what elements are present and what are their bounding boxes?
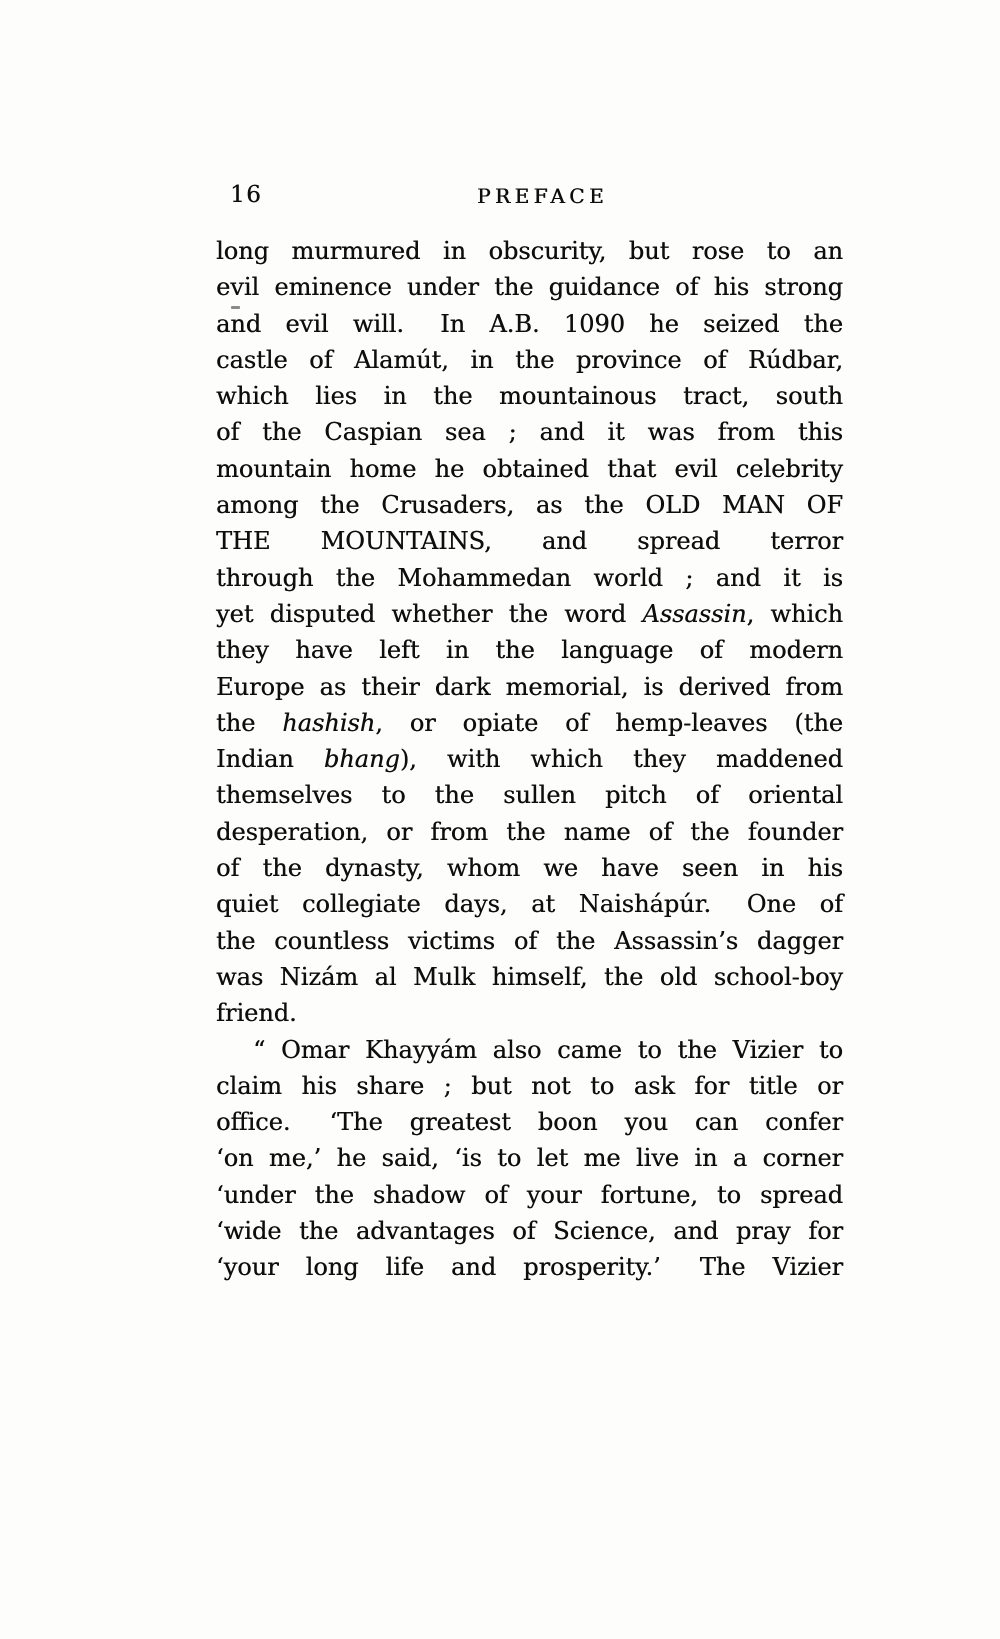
text-line xyxy=(216,995,843,1031)
text-segment: ‘on me,’ he said, ‘is to let me live in a corner xyxy=(216,1144,843,1173)
text-line xyxy=(216,814,843,850)
text-line xyxy=(216,414,843,450)
text-line xyxy=(216,523,843,559)
text-line xyxy=(216,1104,843,1140)
text-line xyxy=(216,705,843,741)
text-segment: long murmured in obscurity, but rose to an xyxy=(216,237,843,265)
text-segment: Indian xyxy=(216,745,324,774)
text-segment: yet disputed whether the word xyxy=(216,599,643,628)
text-line xyxy=(216,451,843,487)
text-segment: through the Mohammedan world ; and it is xyxy=(216,563,843,592)
text-segment: of the dynasty, whom we have seen in his xyxy=(216,854,843,883)
text-segment: of the Caspian sea ; and it was from this xyxy=(216,418,843,447)
text-segment: , which xyxy=(746,599,843,628)
scan-artifact-speck xyxy=(231,306,240,309)
italic-text: hashish xyxy=(282,708,376,737)
text-line xyxy=(216,923,843,959)
text-line xyxy=(216,1249,843,1285)
text-line xyxy=(216,886,843,922)
text-segment: themselves to the sullen pitch of oriental xyxy=(216,781,843,810)
text-line xyxy=(216,1068,843,1104)
page-header xyxy=(216,181,843,211)
text-line xyxy=(216,741,843,777)
text-line xyxy=(216,306,843,342)
text-line xyxy=(216,777,843,813)
text-line xyxy=(216,959,843,995)
text-line xyxy=(216,342,843,378)
text-segment: Europe as their dark memorial, is derived from xyxy=(216,672,843,701)
italic-text: Assassin xyxy=(642,599,747,628)
text-segment: ‘wide the advantages of Science, and pray for xyxy=(216,1217,843,1246)
page-number: 16 xyxy=(230,182,263,208)
text-line xyxy=(216,233,843,269)
text-line xyxy=(216,1140,843,1176)
text-body xyxy=(216,233,843,1286)
text-segment: ‘under the shadow of your fortune, to spread xyxy=(216,1180,843,1209)
text-segment: office. ‘The greatest boon you can confer xyxy=(216,1108,843,1137)
text-segment: “ Omar Khayyám also came to the Vizier to xyxy=(253,1035,843,1064)
text-segment: evil eminence under the guidance of his strong xyxy=(216,273,843,302)
text-line xyxy=(216,850,843,886)
running-title: PREFACE xyxy=(476,184,609,208)
text-segment: and evil will. In A.B. 1090 he seized the xyxy=(216,309,843,338)
text-segment: friend. xyxy=(216,999,297,1028)
text-segment: castle of Alamút, in the province of Rúdbar, xyxy=(216,345,843,374)
text-line xyxy=(216,669,843,705)
text-segment: which lies in the mountainous tract, south xyxy=(216,382,843,411)
text-segment: claim his share ; but not to ask for title or xyxy=(216,1071,843,1100)
italic-text: bhang xyxy=(323,745,400,774)
text-line xyxy=(216,1177,843,1213)
text-line xyxy=(216,1213,843,1249)
text-line xyxy=(216,560,843,596)
text-segment: mountain home he obtained that evil celebrity xyxy=(216,454,843,483)
text-segment: among the Crusaders, as the OLD MAN OF xyxy=(216,491,843,520)
text-line xyxy=(216,596,843,632)
text-line xyxy=(216,378,843,414)
text-line xyxy=(216,269,843,305)
text-segment: the countless victims of the Assassin’s dagger xyxy=(216,926,843,955)
text-segment: quiet collegiate days, at Naishápúr. One of xyxy=(216,890,843,919)
text-segment: ), with which they maddened xyxy=(399,745,843,774)
text-line xyxy=(216,632,843,668)
text-segment: THE MOUNTAINS, and spread terror xyxy=(216,527,843,556)
text-segment: , or opiate of hemp-leaves (the xyxy=(375,708,844,737)
text-segment: the xyxy=(216,708,283,737)
text-line xyxy=(216,487,843,523)
text-segment: they have left in the language of modern xyxy=(216,636,843,665)
text-segment: desperation, or from the name of the founder xyxy=(216,817,843,846)
text-segment: was Nizám al Mulk himself, the old school-boy xyxy=(216,962,843,991)
text-line xyxy=(216,1032,843,1068)
text-segment: ‘your long life and prosperity.’ The Vizier xyxy=(216,1253,843,1282)
